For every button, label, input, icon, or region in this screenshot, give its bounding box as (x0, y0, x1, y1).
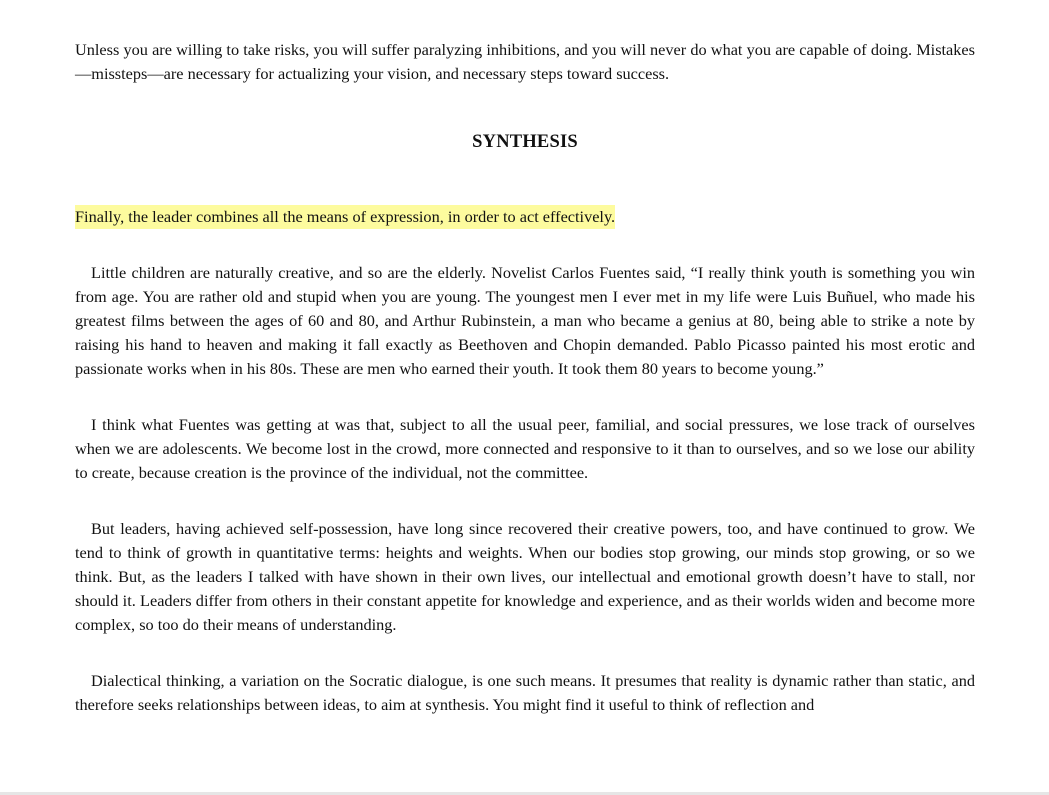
body-paragraph-2: I think what Fuentes was getting at was that, subject to all the usual peer, familial, and social pressures, we lose track of ourselves when we are adolescents. We become lost in the crowd, more connected and responsive to it than to ourselves, and so we lose our ability to create, because creation is the province of the individual, not the committee. (75, 415, 975, 482)
body-paragraph-1: Little children are naturally creative, and so are the elderly. Novelist Carlos Fuentes said, “I really think youth is something you win from age. You are rather old and stupid when you are young. The youngest men I ever met in my life were Luis Buñuel, who made his greatest films between the ages of 60 and 80, and Arthur Rubinstein, a man who became a genius at 80, being able to strike a note by raising his hand to heaven and making it fall exactly as Beethoven and Chopin demanded. Pablo Picasso painted his most erotic and passionate works when in his 80s. These are men who earned their youth. It took them 80 years to become young.” (75, 263, 975, 378)
highlighted-sentence[interactable]: Finally, the leader combines all the means of expression, in order to act effectively. (75, 205, 615, 229)
body-paragraph-4: Dialectical thinking, a variation on the Socratic dialogue, is one such means. It presumes that reality is dynamic rather than static, and therefore seeks relationships between ideas, to aim at synthesis. You might find it useful to think of reflection and (75, 671, 975, 714)
body-paragraph-3: But leaders, having achieved self-possession, have long since recovered their creative powers, too, and have continued to grow. We tend to think of growth in quantitative terms: heights and weights. When our bodies stop growing, our minds stop growing, or so we think. But, as the leaders I talked with have shown in their own lives, our intellectual and emotional growth doesn’t have to stall, nor should it. Leaders differ from others in their constant appetite for knowledge and experience, and as their worlds widen and become more complex, so too do their means of understanding. (75, 519, 975, 634)
highlighted-passage[interactable] (75, 205, 975, 229)
section-heading: SYNTHESIS (472, 132, 578, 152)
intro-paragraph: Unless you are willing to take risks, you will suffer paralyzing inhibitions, and you will never do what you are capable of doing. Mistakes—missteps—are necessary for actualizing your vision, and necessary steps toward success. (75, 40, 975, 83)
